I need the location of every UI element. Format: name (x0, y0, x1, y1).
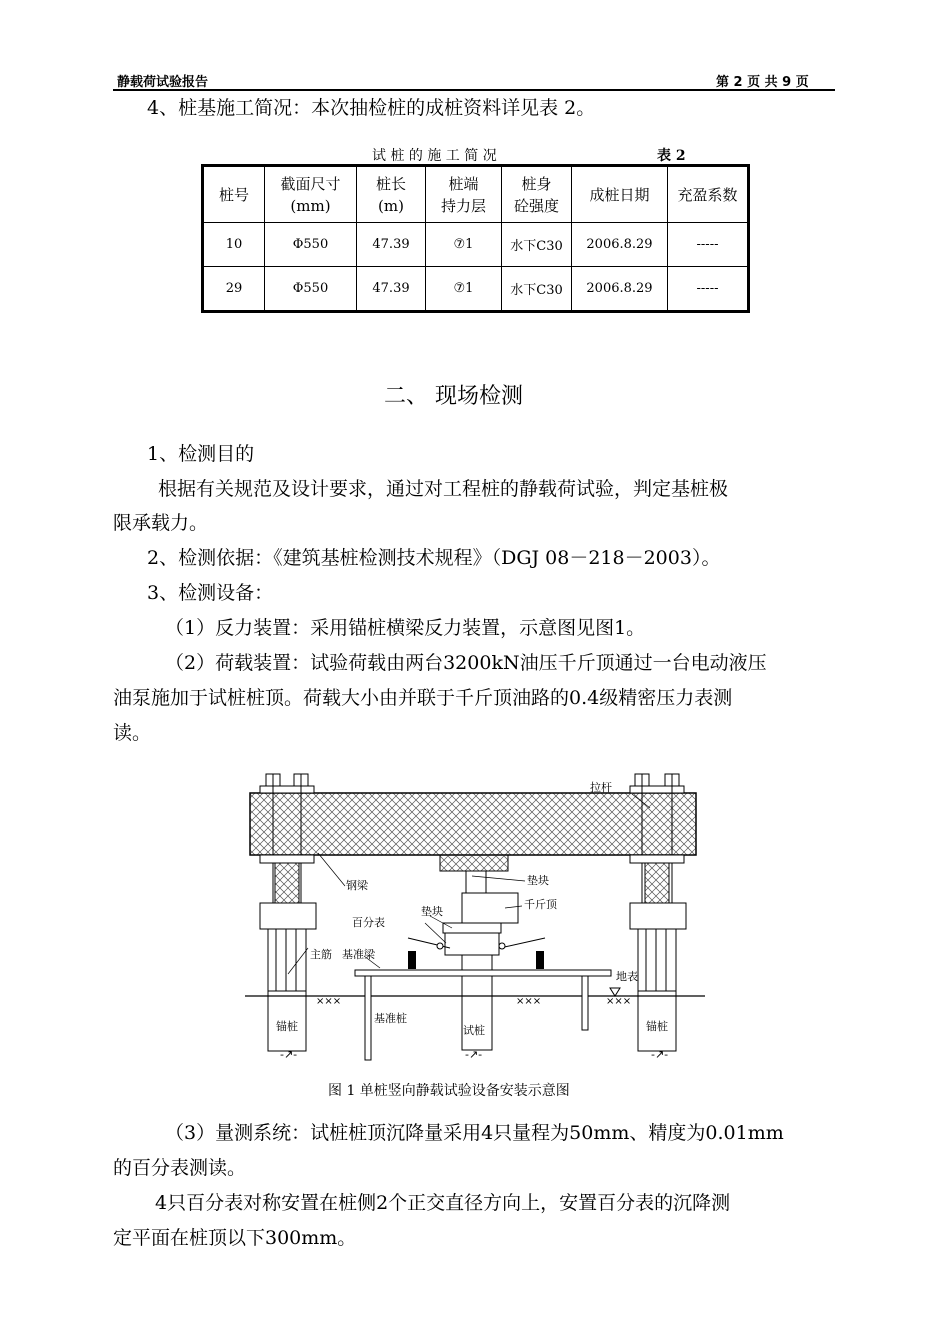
header-text: 砼强度 (513, 196, 559, 215)
label-reference-beam: 基准梁 (342, 948, 375, 961)
report-title-header: 静载荷试验报告 (117, 75, 209, 90)
header-text: 桩号 (218, 185, 249, 204)
table-cell: ⑦1 (426, 267, 502, 311)
label-steel-beam: 钢梁 (346, 879, 368, 892)
reference-beam (355, 970, 611, 976)
table-title: 试 桩 的 施 工 简 况 (372, 148, 497, 164)
jack-assembly (440, 855, 518, 1050)
table-header-cell (426, 167, 502, 223)
para-equipment: 3、检测设备： (147, 582, 274, 604)
test-setup-diagram (240, 768, 710, 1068)
table-row (204, 223, 748, 267)
label-anchor-pile-right: 锚桩 (646, 1020, 668, 1033)
main-beam (250, 793, 696, 855)
label-main-rebar: 主筋 (310, 948, 332, 961)
construction-table (201, 164, 750, 313)
para-measure-2: 的百分表测读。 (113, 1157, 247, 1179)
label-reference-pile: 基准桩 (374, 1012, 407, 1025)
header-text: (m) (378, 196, 404, 215)
page-number-header: 第 2 页 共 9 页 (716, 75, 809, 90)
table-cell: 47.39 (357, 267, 426, 311)
table-cell: 10 (204, 223, 265, 267)
header-text: 截面尺寸 (280, 174, 341, 193)
para-loading-1: （2）荷载装置：试验荷载由两台3200kN油压千斤顶通过一台电动液压 (165, 652, 767, 674)
section-title: 二、 现场检测 (384, 384, 523, 409)
para-loading-2: 油泵施加于试桩桩顶。荷载大小由并联于千斤顶油路的0.4级精密压力表测 (113, 687, 733, 709)
table-cell: ----- (668, 267, 748, 311)
table-cell: 29 (204, 267, 265, 311)
reference-pile (582, 976, 588, 1030)
table-cell: 水下C30 (502, 223, 572, 267)
header-text: 成桩日期 (589, 185, 650, 204)
para-purpose: 1、检测目的 (147, 443, 255, 465)
label-jack: 千斤顶 (524, 898, 557, 911)
header-text: 持力层 (440, 196, 486, 215)
svg-text:-↗-: -↗- (280, 1048, 298, 1061)
para-purpose-text-2: 限承载力。 (113, 512, 209, 534)
header-text: (mm) (290, 196, 331, 215)
para-measure-1: （3）量测系统：试桩桩顶沉降量采用4只量程为50mm、精度为0.01mm (165, 1122, 784, 1144)
table-cell: ----- (668, 223, 748, 267)
svg-text:-↗-: -↗- (465, 1048, 483, 1061)
header-text: 桩端 (448, 174, 479, 193)
header-text: 充盈系数 (677, 185, 738, 204)
figure-caption: 图 1 单桩竖向静载试验设备安装示意图 (328, 1083, 570, 1099)
para-loading-3: 读。 (113, 722, 152, 744)
table-cell: ⑦1 (426, 223, 502, 267)
label-dial-gauge: 百分表 (352, 916, 385, 929)
svg-text:×××: ××× (606, 996, 632, 1007)
table-header-cell (502, 167, 572, 223)
label-anchor-pile-left: 锚桩 (276, 1020, 298, 1033)
label-tie-rod: 拉杆 (590, 781, 612, 794)
table-header-cell (668, 167, 748, 223)
table-cell: Φ550 (265, 267, 357, 311)
header-text: 桩身 (521, 174, 552, 193)
para-basis: 2、检测依据：《建筑基桩检测技术规程》（DGJ 08－218－2003）。 (147, 547, 721, 569)
label-pad: 垫块 (421, 905, 443, 918)
intro-line: 4、桩基施工简况：本次抽检桩的成桩资料详见表 2。 (147, 97, 596, 119)
table-cell: 水下C30 (502, 267, 572, 311)
svg-text:×××: ××× (516, 996, 542, 1007)
label-pad-top: 垫块 (527, 874, 549, 887)
label-test-pile: 试桩 (463, 1024, 485, 1037)
svg-text:×××: ××× (316, 996, 342, 1007)
reference-pile (365, 976, 371, 1060)
table-cell: 2006.8.29 (572, 267, 668, 311)
svg-text:-↗-: -↗- (651, 1048, 669, 1061)
table-row (204, 267, 748, 311)
table-cell: 47.39 (357, 223, 426, 267)
table-cell: Φ550 (265, 223, 357, 267)
label-ground: 地表 (616, 970, 638, 983)
table-header-row (204, 167, 748, 223)
para-purpose-text-1: 根据有关规范及设计要求，通过对工程桩的静载荷试验，判定基桩极 (158, 478, 729, 500)
para-gauge-2: 定平面在桩顶以下300mm。 (113, 1227, 357, 1249)
table-header-cell (357, 167, 426, 223)
table-number: 表 2 (657, 148, 686, 164)
table-header-cell (265, 167, 357, 223)
para-reaction: （1）反力装置：采用锚桩横梁反力装置，示意图见图1。 (165, 617, 646, 639)
table-header-cell (572, 167, 668, 223)
header-text: 桩长 (375, 174, 406, 193)
table-header-cell (204, 167, 265, 223)
table-cell: 2006.8.29 (572, 223, 668, 267)
para-gauge-1: 4只百分表对称安置在桩侧2个正交直径方向上，安置百分表的沉降测 (155, 1192, 731, 1214)
